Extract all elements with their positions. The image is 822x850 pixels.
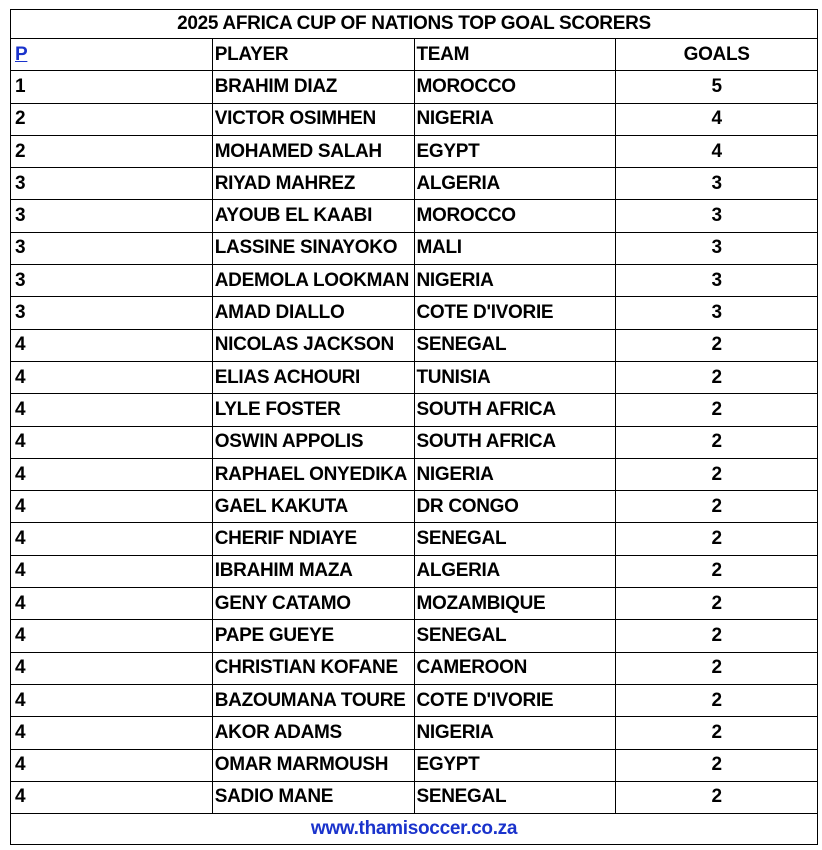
cell-position: 4 (11, 620, 213, 652)
cell-player: CHERIF NDIAYE (212, 523, 414, 555)
cell-team: MOROCCO (414, 200, 616, 232)
header-row (11, 39, 818, 71)
cell-team: EGYPT (414, 135, 616, 167)
cell-player: SADIO MANE (212, 781, 414, 813)
cell-player: GAEL KAKUTA (212, 491, 414, 523)
cell-position: 4 (11, 394, 213, 426)
table-row (11, 426, 818, 458)
title-row (11, 10, 818, 39)
cell-goals: 2 (616, 458, 818, 490)
table-row (11, 168, 818, 200)
table-row (11, 103, 818, 135)
cell-goals: 2 (616, 781, 818, 813)
cell-player: BRAHIM DIAZ (212, 71, 414, 103)
cell-goals: 3 (616, 297, 818, 329)
cell-goals: 5 (616, 71, 818, 103)
cell-player: PAPE GUEYE (212, 620, 414, 652)
cell-goals: 2 (616, 749, 818, 781)
table-row (11, 329, 818, 361)
table-row (11, 684, 818, 716)
table-row (11, 200, 818, 232)
table-row (11, 781, 818, 813)
cell-position: 3 (11, 232, 213, 264)
cell-team: NIGERIA (414, 103, 616, 135)
cell-player: OMAR MARMOUSH (212, 749, 414, 781)
cell-position: 4 (11, 781, 213, 813)
cell-position: 4 (11, 749, 213, 781)
table-row (11, 588, 818, 620)
cell-player: LYLE FOSTER (212, 394, 414, 426)
cell-team: ALGERIA (414, 168, 616, 200)
cell-team: NIGERIA (414, 717, 616, 749)
cell-player: NICOLAS JACKSON (212, 329, 414, 361)
cell-goals: 3 (616, 168, 818, 200)
cell-position: 4 (11, 523, 213, 555)
cell-goals: 2 (616, 684, 818, 716)
header-team: TEAM (414, 39, 616, 71)
cell-goals: 2 (616, 523, 818, 555)
table-row (11, 265, 818, 297)
cell-position: 4 (11, 491, 213, 523)
cell-team: MOZAMBIQUE (414, 588, 616, 620)
table-row (11, 232, 818, 264)
cell-goals: 4 (616, 103, 818, 135)
cell-position: 3 (11, 168, 213, 200)
cell-goals: 4 (616, 135, 818, 167)
cell-position: 4 (11, 684, 213, 716)
table-row (11, 458, 818, 490)
table-row (11, 523, 818, 555)
cell-player: BAZOUMANA TOURE (212, 684, 414, 716)
cell-team: SENEGAL (414, 781, 616, 813)
cell-team: ALGERIA (414, 555, 616, 587)
position-sort-link[interactable]: P (15, 43, 28, 65)
cell-position: 2 (11, 103, 213, 135)
footer-row (11, 814, 818, 845)
cell-player: RAPHAEL ONYEDIKA (212, 458, 414, 490)
header-goals: GOALS (616, 39, 818, 71)
cell-goals: 3 (616, 232, 818, 264)
cell-position: 4 (11, 329, 213, 361)
cell-team: MOROCCO (414, 71, 616, 103)
cell-position: 4 (11, 555, 213, 587)
cell-position: 2 (11, 135, 213, 167)
table-row (11, 749, 818, 781)
cell-team: EGYPT (414, 749, 616, 781)
cell-goals: 2 (616, 329, 818, 361)
cell-goals: 2 (616, 652, 818, 684)
cell-team: TUNISIA (414, 361, 616, 393)
table-row (11, 394, 818, 426)
cell-goals: 2 (616, 361, 818, 393)
cell-position: 4 (11, 458, 213, 490)
cell-player: LASSINE SINAYOKO (212, 232, 414, 264)
cell-player: AKOR ADAMS (212, 717, 414, 749)
cell-position: 4 (11, 426, 213, 458)
header-position[interactable] (11, 39, 213, 71)
cell-team: COTE D'IVORIE (414, 684, 616, 716)
cell-position: 1 (11, 71, 213, 103)
cell-team: SENEGAL (414, 523, 616, 555)
table-row (11, 71, 818, 103)
cell-team: SENEGAL (414, 329, 616, 361)
table-body (11, 71, 818, 814)
cell-position: 4 (11, 652, 213, 684)
cell-position: 4 (11, 588, 213, 620)
table-row (11, 361, 818, 393)
cell-team: MALI (414, 232, 616, 264)
cell-team: NIGERIA (414, 458, 616, 490)
cell-team: SENEGAL (414, 620, 616, 652)
header-player: PLAYER (212, 39, 414, 71)
cell-position: 3 (11, 200, 213, 232)
cell-goals: 2 (616, 394, 818, 426)
cell-goals: 2 (616, 717, 818, 749)
cell-player: ELIAS ACHOURI (212, 361, 414, 393)
cell-position: 3 (11, 265, 213, 297)
table-row (11, 135, 818, 167)
cell-position: 3 (11, 297, 213, 329)
cell-player: VICTOR OSIMHEN (212, 103, 414, 135)
table-row (11, 717, 818, 749)
cell-goals: 3 (616, 200, 818, 232)
cell-team: SOUTH AFRICA (414, 394, 616, 426)
cell-goals: 3 (616, 265, 818, 297)
cell-goals: 2 (616, 555, 818, 587)
cell-goals: 2 (616, 588, 818, 620)
cell-player: AMAD DIALLO (212, 297, 414, 329)
table-row (11, 297, 818, 329)
cell-position: 4 (11, 717, 213, 749)
cell-goals: 2 (616, 491, 818, 523)
cell-player: AYOUB EL KAABI (212, 200, 414, 232)
cell-team: DR CONGO (414, 491, 616, 523)
cell-team: SOUTH AFRICA (414, 426, 616, 458)
top-scorers-table (10, 9, 818, 845)
cell-player: ADEMOLA LOOKMAN (212, 265, 414, 297)
cell-player: RIYAD MAHREZ (212, 168, 414, 200)
cell-player: MOHAMED SALAH (212, 135, 414, 167)
cell-player: OSWIN APPOLIS (212, 426, 414, 458)
cell-player: CHRISTIAN KOFANE (212, 652, 414, 684)
cell-team: COTE D'IVORIE (414, 297, 616, 329)
table-row (11, 555, 818, 587)
table-title: 2025 AFRICA CUP OF NATIONS TOP GOAL SCORERS (11, 10, 818, 39)
website-link[interactable]: www.thamisoccer.co.za (11, 814, 818, 845)
cell-team: CAMEROON (414, 652, 616, 684)
table-row (11, 620, 818, 652)
cell-team: NIGERIA (414, 265, 616, 297)
table-row (11, 652, 818, 684)
cell-position: 4 (11, 361, 213, 393)
cell-goals: 2 (616, 620, 818, 652)
cell-player: IBRAHIM MAZA (212, 555, 414, 587)
table-row (11, 491, 818, 523)
cell-goals: 2 (616, 426, 818, 458)
cell-player: GENY CATAMO (212, 588, 414, 620)
